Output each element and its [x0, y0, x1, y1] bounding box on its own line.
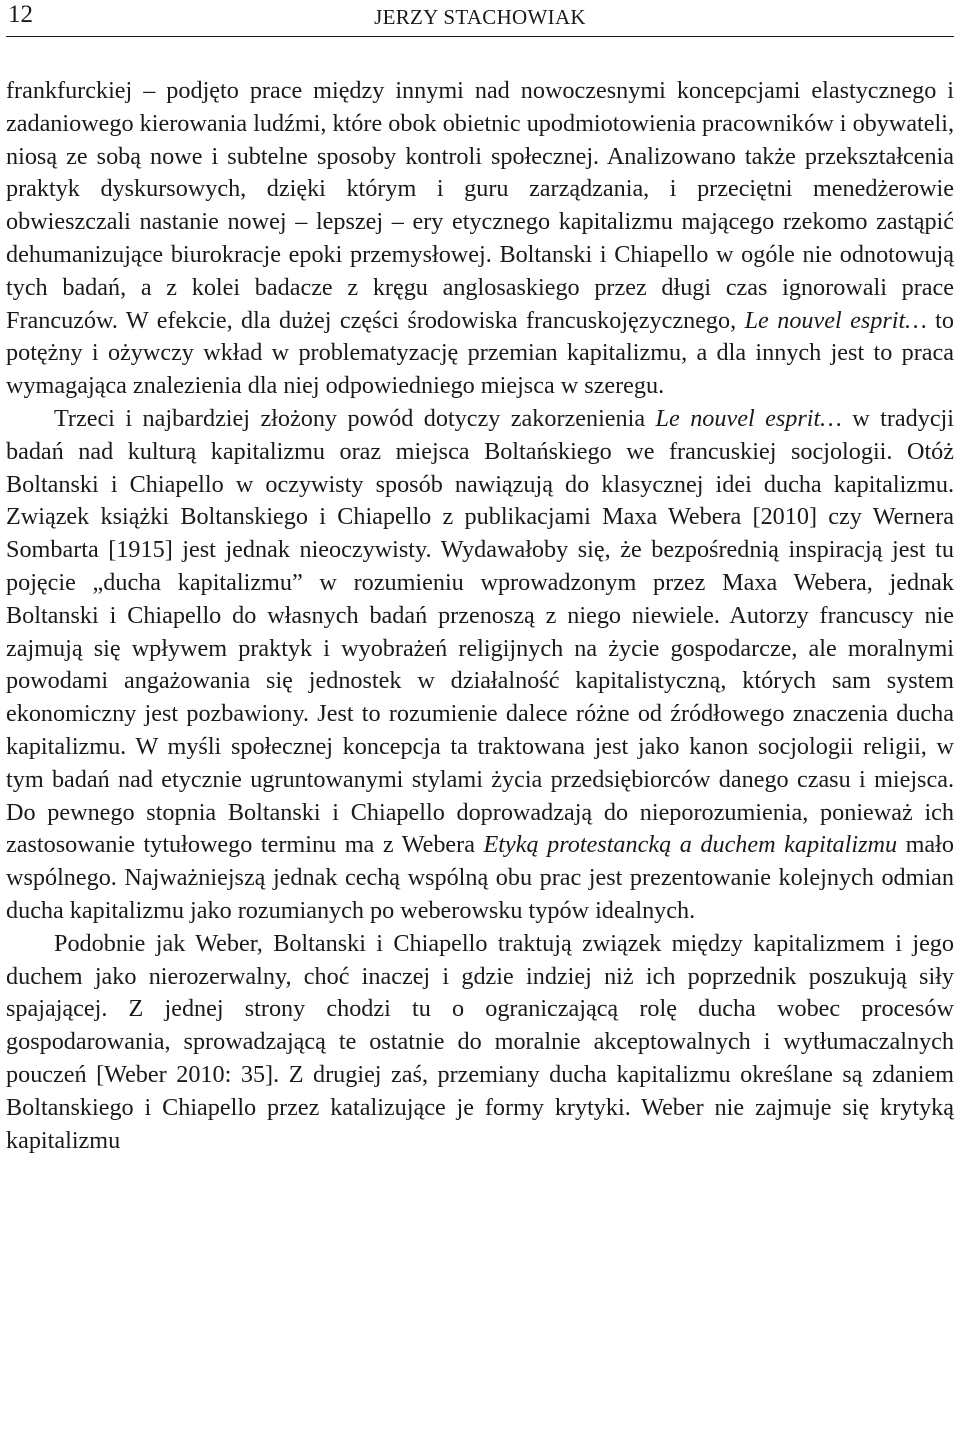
page-number: 12 — [8, 1, 33, 28]
paragraph-text: Trzeci i najbardziej złożony powód dotyczy zakorzenienia — [54, 404, 656, 432]
book-title-italic: Etyką protestancką a duchem kapitalizmu — [483, 831, 898, 859]
paragraph-text: w tradycji badań nad kulturą kapitalizmu oraz miejsca Boltańskiego we francuskiej socjologii. Otóż Boltanski i Chiapello w oczywisty sposób nawiązują do klasycznej idei ducha kapitalizmu. Związek książki Boltanskiego i Chiapello z publikacjami Maxa Webera [2010] czy Wernera Sombarta [1915] jest jednak nieoczywisty. Wydawałoby się, że bezpośrednią inspiracją jest tu pojęcie „ducha kapitalizmu” w rozumieniu wprowadzonym przez Maxa Webera, jednak Boltanski i Chiapello do własnych badań przenoszą z niego niewiele. Autorzy francuscy nie zajmują się wpływem praktyk i wyobrażeń religijnych na życie gospodarcze, ale moralnymi powodami angażowania się jednostek w działalność kapitalistyczną, których sam system ekonomiczny jest pozbawiony. Jest to rozumienie dalece różne od źródłowego znaczenia ducha kapitalizmu. W myśli społecznej koncepcja ta traktowana jest jako kanon socjologii religii, w tym badań nad etycznie ugruntowanymi stylami życia przedsiębiorców danego czasu i miejsca. Do pewnego stopnia Boltanski i Chiapello doprowadzają do nieporozumienia, ponieważ ich zastosowanie tytułowego terminu ma z Webera — [6, 404, 954, 859]
body-text — [6, 75, 954, 1157]
paragraph-text: Podobnie jak Weber, Boltanski i Chiapello traktują związek między kapitalizmem i jego duchem jako nierozerwalny, choć inaczej i gdzie indziej niż ich poprzednik poszukują siły spajającej. Z jednej strony chodzi tu o ograniczającą rolę ducha wobec procesów gospodarowania, sprowadzającą te ostatnie do moralnie akceptowalnych i wytłumaczalnych pouczeń [Weber 2010: 35]. Z drugiej zaś, przemiany ducha kapitalizmu określane są zdaniem Boltanskiego i Chiapello przez katalizujące je formy krytyki. Weber nie zajmuje się krytyką kapitalizmu — [6, 929, 954, 1154]
paragraph-3 — [6, 928, 954, 1158]
book-title-italic: Le nouvel esprit… — [744, 306, 927, 334]
running-head: JERZY STACHOWIAK — [374, 5, 586, 29]
paragraph-text: frankfurckiej – podjęto prace między innymi nad nowoczesnymi koncepcjami elastycznego i zadaniowego kierowania ludźmi, które obok obietnic upodmiotowienia pracowników i obywateli, niosą ze sobą nowe i subtelne sposoby kontroli społecznej. Analizowano także przekształcenia praktyk dyskursowych, dzięki którym i guru zarządzania, i przeciętni menedżerowie obwieszczali nastanie nowej – lepszej – ery etycznego kapitalizmu mającego rzekomo zastąpić dehumanizujące biurokracje epoki przemysłowej. Boltanski i Chiapello w ogóle nie odnotowują tych badań, a z kolei badacze z kręgu anglosaskiego przez długi czas ignorowali prace Francuzów. W efekcie, dla dużej części środowiska francuskojęzycznego, — [6, 77, 954, 334]
paragraph-text: to potężny i ożywczy wkład w problematyzację przemian kapitalizmu, a dla innych jest to praca wymagająca znalezienia dla niej odpowiedniego miejsca w szeregu. — [6, 306, 954, 400]
book-title-italic: Le nouvel esprit… — [655, 404, 842, 432]
paragraph-2 — [6, 403, 954, 928]
paragraph-text: mało wspólnego. Najważniejszą jednak cechą wspólną obu prac jest prezentowanie kolejnych odmian ducha kapitalizmu jako rozumianych po weberowsku typów idealnych. — [6, 831, 954, 924]
page-header — [6, 0, 954, 37]
paragraph-1 — [6, 75, 954, 403]
